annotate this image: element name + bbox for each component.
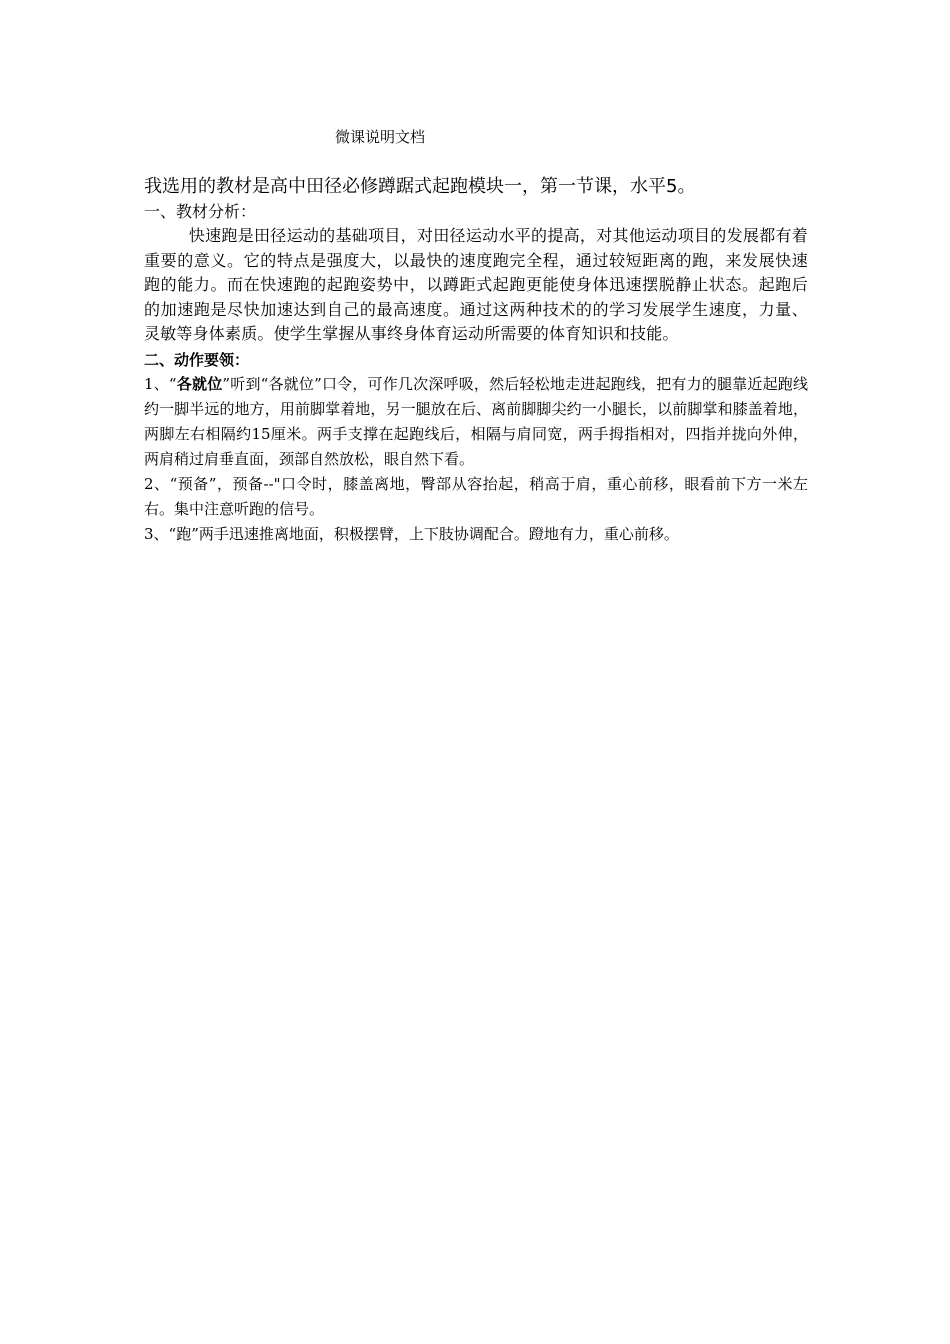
technique-point-3: 3、“跑”两手迅速推离地面，积极摆臂，上下肢协调配合。蹬地有力，重心前移。 — [144, 524, 679, 543]
technique-point-2: 2、“预备”，预备--"口令时，膝盖离地，臀部从容抬起，稍高于肩，重心前移，眼看前下方一米左右。集中注意听跑的信号。 — [144, 474, 808, 518]
analysis-paragraph: 快速跑是田径运动的基础项目，对田径运动水平的提高，对其他运动项目的发展都有着重要的意义。它的特点是强度大，以最快的速度跑完全程，通过较短距离的跑，来发展快速跑的能力。而在快速跑的起跑姿势中，以蹲距式起跑更能使身体迅速摆脱静止状态。起跑后的加速跑是尽快加速达到自己的最高速度。通过这两种技术的的学习发展学生速度，力量、灵敏等身体素质。使学生掌握从事终身体育运动所需要的体育知识和技能。 — [144, 226, 808, 343]
document-body — [144, 174, 808, 547]
section-heading-analysis: 一、教材分析： — [144, 202, 257, 221]
document-title: 微课说明文档 — [335, 128, 426, 146]
point-1-term: 各就位 — [176, 374, 223, 393]
section-heading-technique: 二、动作要领： — [144, 350, 250, 369]
technique-point-1 — [144, 372, 808, 472]
intro-line: 我选用的教材是高中田径必修蹲踞式起跑模块一，第一节课，水平5。 — [144, 176, 696, 197]
point-1-prefix: 1、“ — [144, 374, 177, 393]
point-1-text: ”听到“各就位”口令，可作几次深呼吸，然后轻松地走进起跑线，把有力的腿靠近起跑线约一脚半远的地方，用前脚掌着地，另一腿放在后、离前脚脚尖约一小腿长，以前脚掌和膝盖着地，两脚左右相隔约15厘米。两手支撑在起跑线后，相隔与肩同宽，两手拇指相对，四指并拢向外伸，两肩稍过肩垂直面，颈部自然放松，眼自然下看。 — [144, 374, 808, 468]
